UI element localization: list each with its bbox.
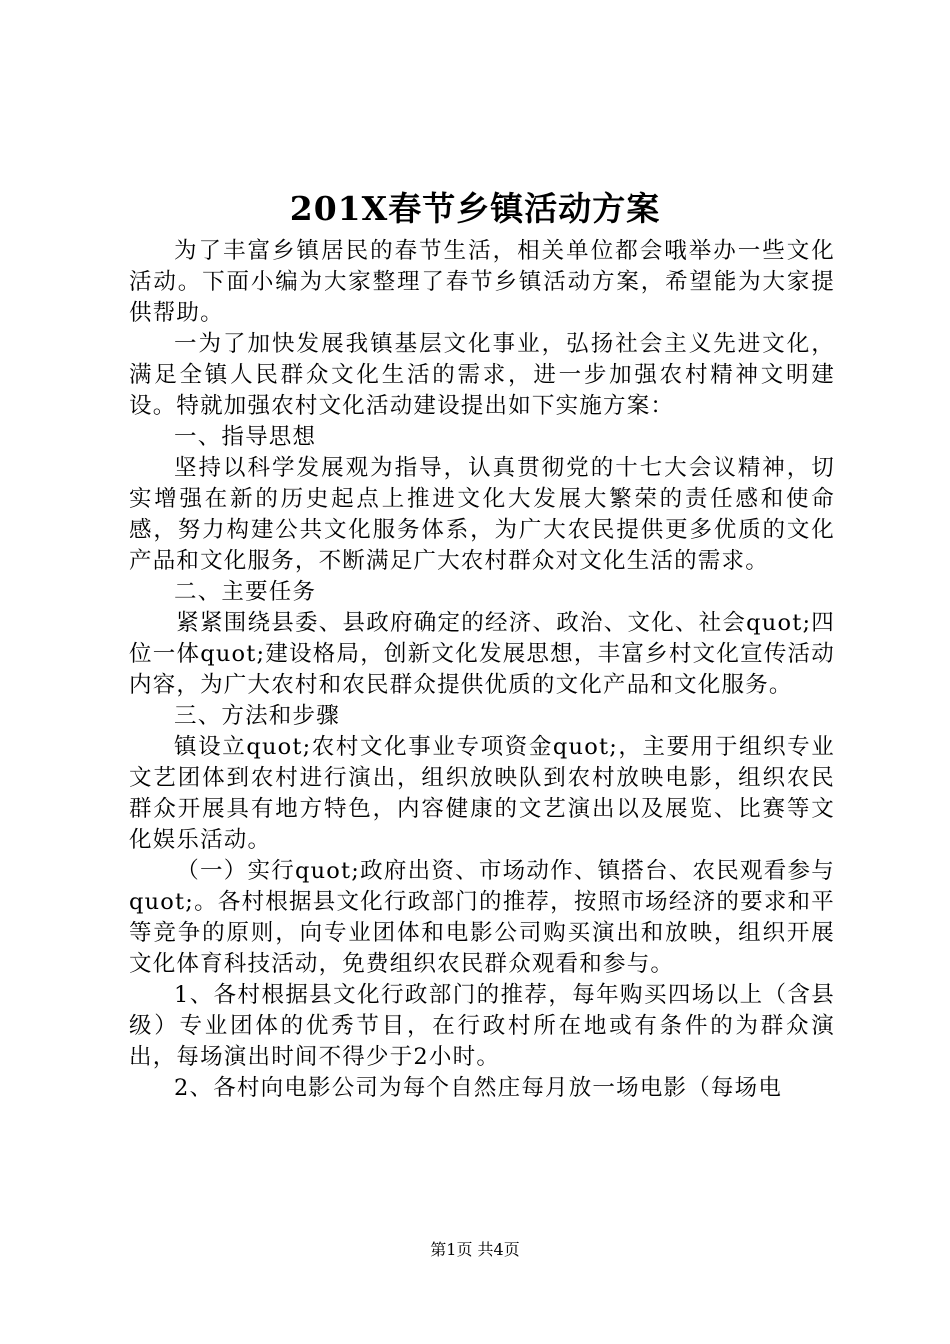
document-title: 201X春节乡镇活动方案 <box>289 189 661 228</box>
paragraph-intro: 为了丰富乡镇居民的春节生活，相关单位都会哦举办一些文化活动。下面小编为大家整理了春节乡镇活动方案，希望能为大家提供帮助。 <box>129 238 835 326</box>
section-heading-methods-steps: 三、方法和步骤 <box>174 703 340 729</box>
paragraph-main-tasks: 紧紧围绕县委、县政府确定的经济、政治、文化、社会quot;四位一体quot;建设格局，创新文化发展思想，丰富乡村文化宣传活动内容，为广大农村和农民群众提供优质的文化产品和文化服务。 <box>129 610 835 698</box>
page-footer: 第1页 共4页 <box>430 1240 520 1259</box>
section-heading-main-tasks: 二、主要任务 <box>174 579 317 605</box>
paragraph-purpose: 一为了加快发展我镇基层文化事业，弘扬社会主义先进文化，满足全镇人民群众文化生活的需求，进一步加强农村精神文明建设。特就加强农村文化活动建设提出如下实施方案： <box>129 331 835 419</box>
paragraph-item-two: 2、各村向电影公司为每个自然庄每月放一场电影（每场电 <box>174 1075 783 1101</box>
paragraph-item-one: 1、各村根据县文化行政部门的推荐，每年购买四场以上（含县级）专业团体的优秀节目，在行政村所在地或有条件的为群众演出，每场演出时间不得少于2小时。 <box>129 982 835 1070</box>
section-heading-guiding-thought: 一、指导思想 <box>174 424 317 450</box>
paragraph-methods: 镇设立quot;农村文化事业专项资金quot;，主要用于组织专业文艺团体到农村进行演出，组织放映队到农村放映电影，组织农民群众开展具有地方特色，内容健康的文艺演出以及展览、比赛等文化娱乐活动。 <box>129 734 835 853</box>
paragraph-subsection-one: （一）实行quot;政府出资、市场动作、镇搭台、农民观看参与quot;。各村根据县文化行政部门的推荐，按照市场经济的要求和平等竞争的原则，向专业团体和电影公司购买演出和放映，组织开展文化体育科技活动，免费组织农民群众观看和参与。 <box>129 858 835 977</box>
paragraph-guiding-thought: 坚持以科学发展观为指导，认真贯彻党的十七大会议精神，切实增强在新的历史起点上推进文化大发展大繁荣的责任感和使命感，努力构建公共文化服务体系，为广大农民提供更多优质的文化产品和文化服务，不断满足广大农村群众对文化生活的需求。 <box>129 455 835 574</box>
document-body <box>129 236 835 1104</box>
